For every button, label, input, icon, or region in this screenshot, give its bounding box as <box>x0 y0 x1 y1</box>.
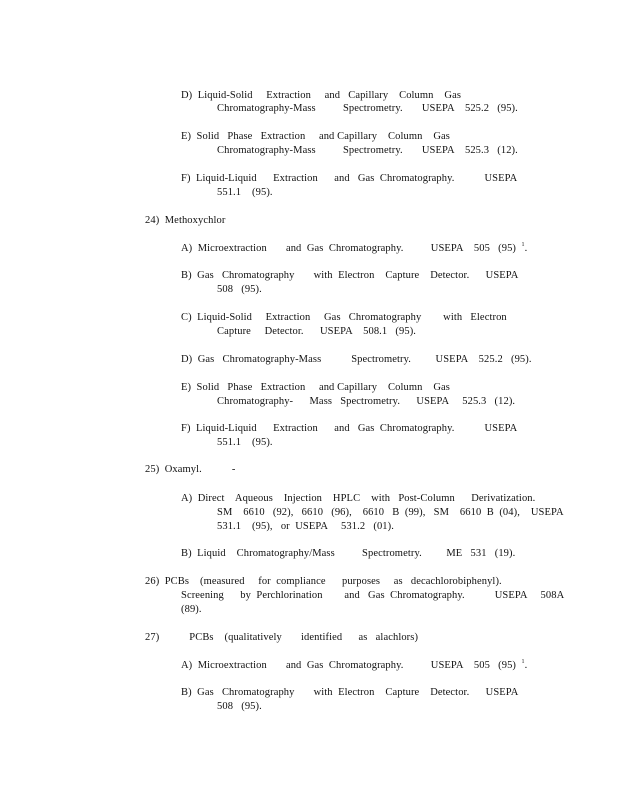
text-line: 531.1 (95), or USEPA 531.2 (01). <box>217 521 394 532</box>
footnote-marker: 1 <box>521 659 525 665</box>
text-line: 551.1 (95). <box>217 187 273 198</box>
text-line: (89). <box>181 604 202 615</box>
text-line: 508 (95). <box>217 284 262 295</box>
text-line: E) Solid Phase Extraction and Capillary Column Gas <box>181 131 450 142</box>
text-line: B) Gas Chromatography with Electron Capture Detector. USEPA <box>181 270 519 281</box>
text-line: 551.1 (95). <box>217 437 273 448</box>
text-line: A) Microextraction and Gas Chromatography. USEPA 505 (95) $^1$. <box>181 659 528 671</box>
text-line: 508 (95). <box>217 701 262 712</box>
text-line: D) Liquid-Solid Extraction and Capillary Column Gas <box>181 90 462 101</box>
text-line: A) Direct Aqueous Injection HPLC with Post-Column Derivatization. <box>181 493 536 504</box>
footnote-marker: 1 <box>521 242 525 248</box>
text-line: C) Liquid-Solid Extraction Gas Chromatography with Electron <box>181 312 507 323</box>
text-line: B) Liquid Chromatography/Mass Spectrometry. ME 531 (19). <box>181 548 516 559</box>
text-line: Chromatography- Mass Spectrometry. USEPA 525.3 (12). <box>217 396 516 407</box>
section-heading: 24) Methoxychlor <box>145 215 226 226</box>
text-line: SM 6610 (92), 6610 (96), 6610 B (99), SM 6610 B (04), USEPA <box>217 507 564 518</box>
text-line: A) Microextraction and Gas Chromatography. USEPA 505 (95) $^1$. <box>181 242 528 254</box>
text-line: Screening by Perchlorination and Gas Chromatography. USEPA 508A <box>181 590 565 601</box>
text-line: D) Gas Chromatography-Mass Spectrometry. USEPA 525.2 (95). <box>181 354 532 365</box>
section-heading: 25) Oxamyl. - <box>145 464 236 475</box>
text-line: Chromatography-Mass Spectrometry. USEPA 525.3 (12). <box>217 145 518 156</box>
text-line: E) Solid Phase Extraction and Capillary Column Gas <box>181 382 450 393</box>
text-line: F) Liquid-Liquid Extraction and Gas Chromatography. USEPA <box>181 173 518 184</box>
text-line: B) Gas Chromatography with Electron Capture Detector. USEPA <box>181 687 519 698</box>
text-line: F) Liquid-Liquid Extraction and Gas Chromatography. USEPA <box>181 423 518 434</box>
text-line: Capture Detector. USEPA 508.1 (95). <box>217 326 417 337</box>
section-heading: 26) PCBs (measured for compliance purposes as decachlorobiphenyl). <box>145 576 502 587</box>
text-line: Chromatography-Mass Spectrometry. USEPA 525.2 (95). <box>217 103 518 114</box>
section-heading: 27) PCBs (qualitatively identified as alachlors) <box>145 632 419 643</box>
